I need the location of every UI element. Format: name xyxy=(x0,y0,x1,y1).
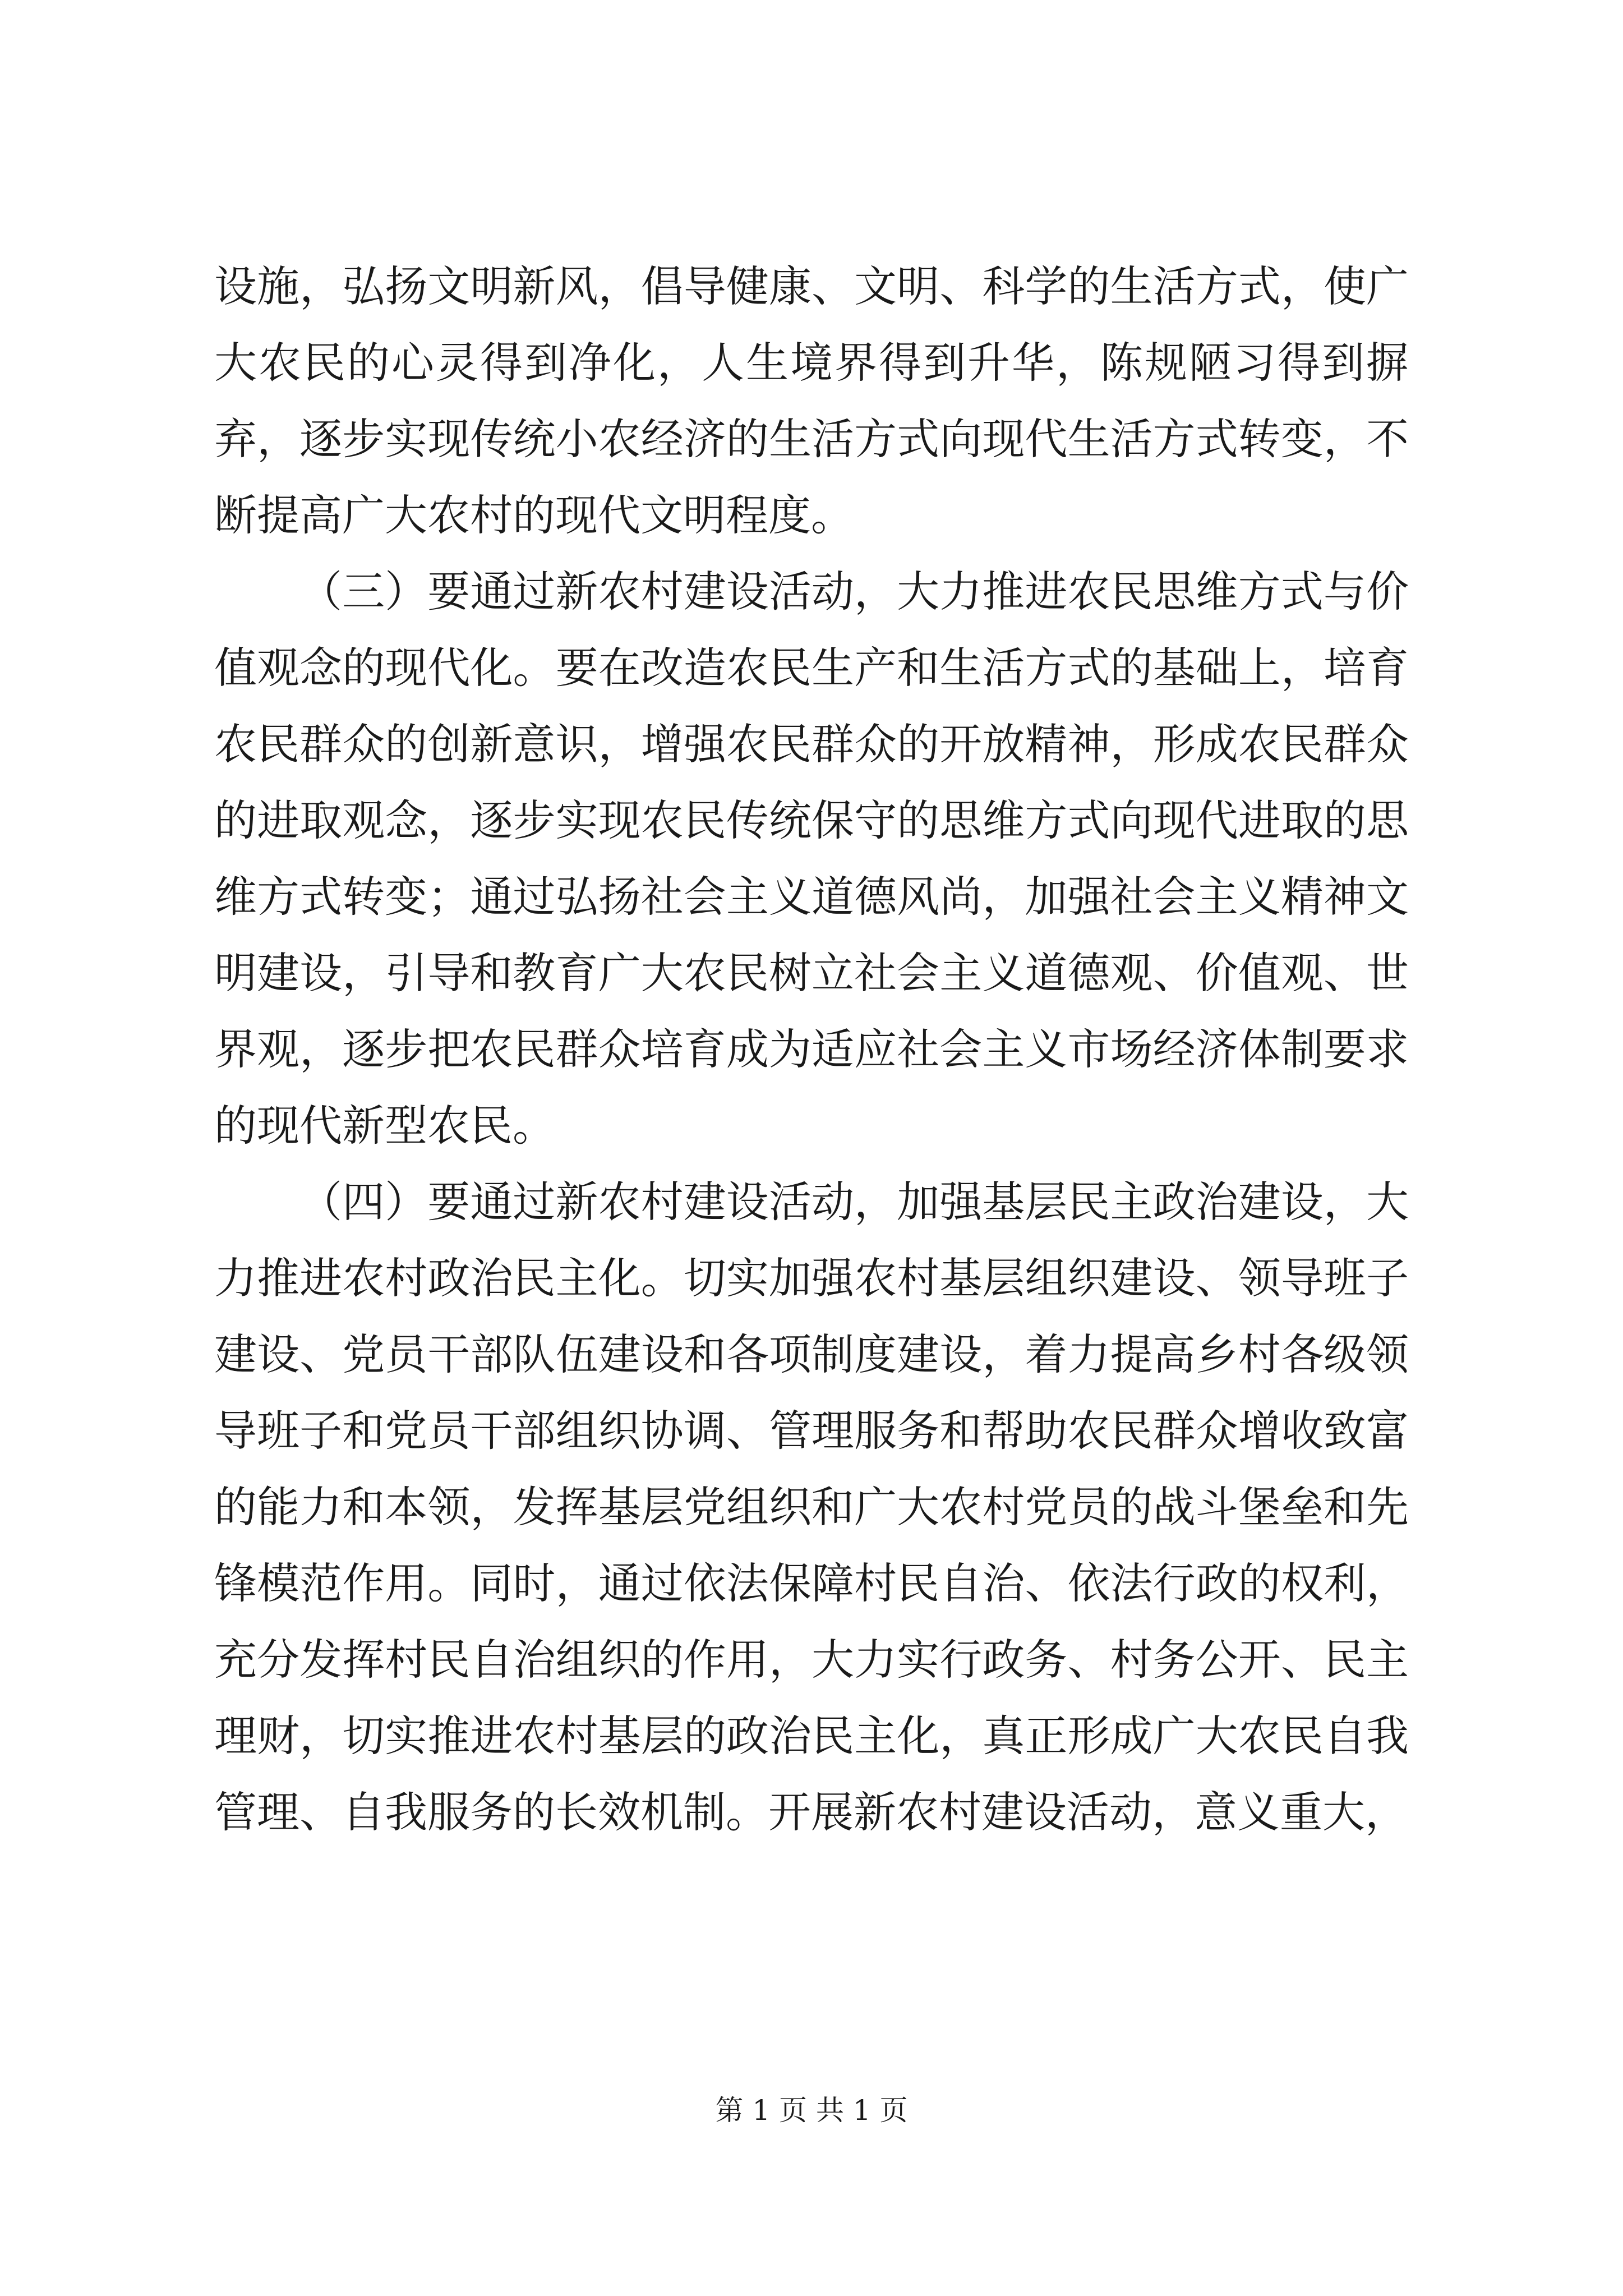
paragraph-continued: 设施，弘扬文明新风，倡导健康、文明、科学的生活方式，使广大农民的心灵得到净化，人生境界得到升华，陈规陋习得到摒弃，逐步实现传统小农经济的生活方式向现代生活方式转变，不断提高广大农村的现代文明程度。 xyxy=(214,261,1409,540)
document-body xyxy=(214,249,1409,1851)
page-footer: 第 1 页 共 1 页 xyxy=(715,2094,908,2127)
paragraph-section-four: （四）要通过新农村建设活动，加强基层民主政治建设，大力推进农村政治民主化。切实加强农村基层组织建设、领导班子建设、党员干部队伍建设和各项制度建设，着力提高乡村各级领导班子和党员干部组织协调、管理服务和帮助农民群众增收致富的能力和本领，发挥基层党组织和广大农村党员的战斗堡垒和先锋模范作用。同时，通过依法保障村民自治、依法行政的权利，充分发挥村民自治组织的作用，大力实行政务、村务公开、民主理财，切实推进农村基层的政治民主化，真正形成广大农民自我管理、自我服务的长效机制。开展新农村建设活动，意义重大， xyxy=(214,1177,1409,1837)
paragraph-section-three: （三）要通过新农村建设活动，大力推进农民思维方式与价值观念的现代化。要在改造农民生产和生活方式的基础上，培育农民群众的创新意识，增强农民群众的开放精神，形成农民群众的进取观念，逐步实现农民传统保守的思维方式向现代进取的思维方式转变；通过弘扬社会主义道德风尚，加强社会主义精神文明建设，引导和教育广大农民树立社会主义道德观、价值观、世界观，逐步把农民群众培育成为适应社会主义市场经济体制要求的现代新型农民。 xyxy=(214,567,1409,1151)
